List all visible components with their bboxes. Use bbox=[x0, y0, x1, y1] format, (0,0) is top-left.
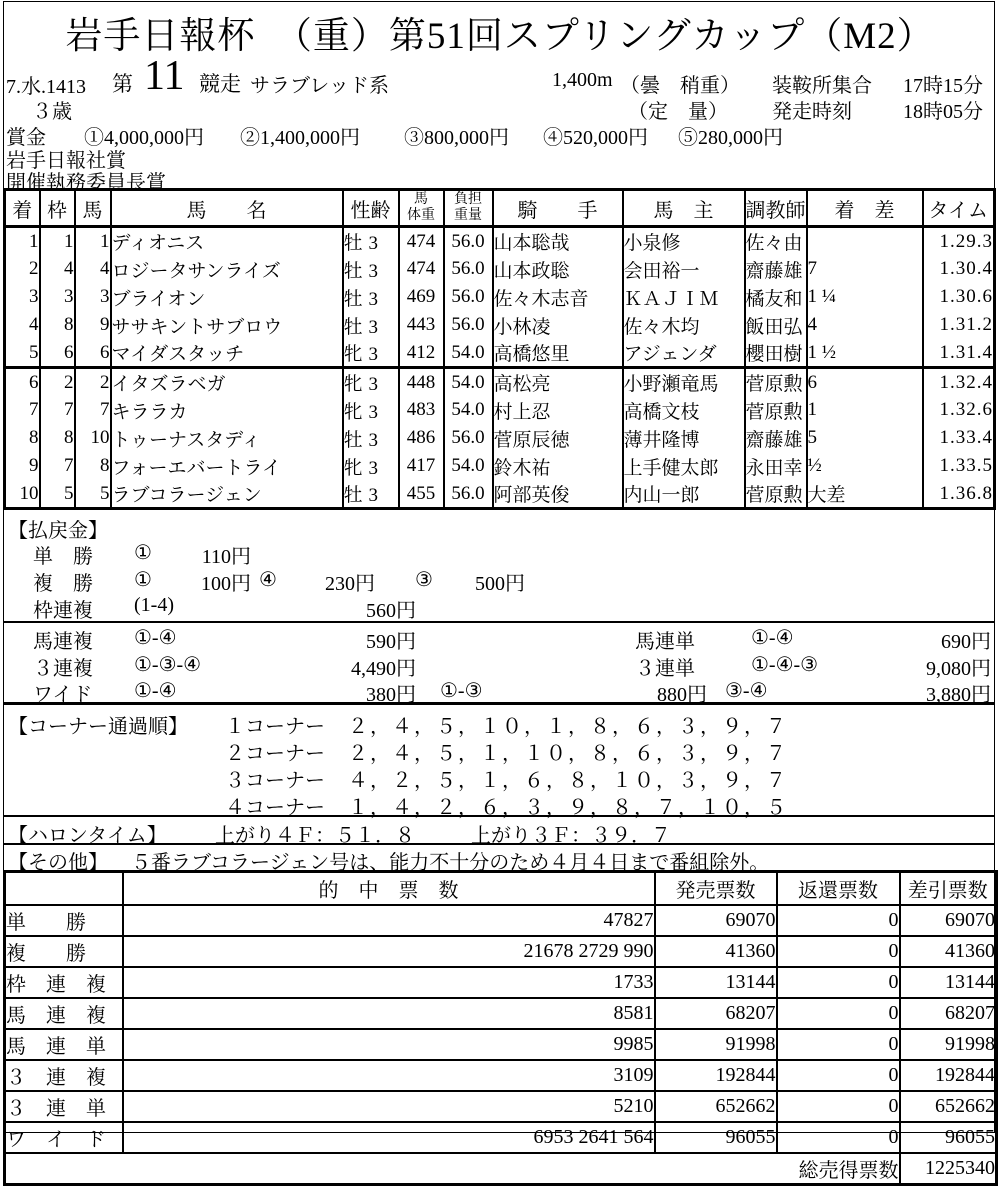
cell-horse-no: 1 bbox=[75, 227, 111, 256]
race-breed: サラブレッド系 bbox=[250, 75, 389, 97]
cell-jockey: 高橋悠里 bbox=[493, 339, 623, 368]
cell-horse-name: イタズラベガ bbox=[111, 368, 343, 397]
cell-owner: 内山一郎 bbox=[623, 480, 745, 509]
cell-jockey: 阿部英俊 bbox=[493, 480, 623, 509]
cell-horse-no: 4 bbox=[75, 255, 111, 283]
votes-header-hits: 的 中 票 数 bbox=[123, 872, 655, 905]
cell-horse-no: 9 bbox=[75, 311, 111, 339]
votes-hits: 9985 bbox=[123, 1029, 655, 1060]
votes-sold: 68207 bbox=[655, 998, 777, 1029]
cell-horse-name: ササキントサブロウ bbox=[111, 311, 343, 339]
prize-2nd: ②1,400,000円 bbox=[240, 127, 360, 149]
result-row bbox=[5, 452, 995, 480]
corner-order-section bbox=[3, 702, 995, 818]
header-jockey: 騎 手 bbox=[493, 190, 623, 227]
payout-exacta-combo: ①-④ bbox=[751, 627, 794, 649]
result-row bbox=[5, 424, 995, 452]
cell-trainer: 菅原勲 bbox=[745, 396, 807, 424]
cell-frame: 7 bbox=[40, 452, 75, 480]
cell-owner: 上手健太郎 bbox=[623, 452, 745, 480]
cell-sex-age: 牝3 bbox=[343, 396, 399, 424]
cell-weight: 417 bbox=[399, 452, 444, 480]
votes-net: 69070 bbox=[900, 905, 997, 936]
cell-time: 1.33.5 bbox=[923, 452, 995, 480]
payout-divider bbox=[3, 621, 995, 623]
cell-load: 56.0 bbox=[444, 424, 493, 452]
header-rank: 着 bbox=[5, 190, 40, 227]
halon-up4f: 上がり４Ｆ：５１．８ bbox=[215, 825, 415, 847]
cell-weight: 443 bbox=[399, 311, 444, 339]
cell-weight: 448 bbox=[399, 368, 444, 397]
race-date-code: 7.水.1413 bbox=[6, 76, 86, 98]
votes-bet-type: ３ 連 複 bbox=[5, 1060, 123, 1091]
payout-quinella-label: 馬連複 bbox=[33, 631, 93, 653]
race-number: 11 bbox=[144, 53, 185, 99]
cell-margin: 1 bbox=[807, 396, 923, 424]
cell-owner: 小野瀬竜馬 bbox=[623, 368, 745, 397]
prize-label: 賞金 bbox=[6, 127, 46, 149]
cell-rank: 6 bbox=[5, 368, 40, 397]
cell-horse-name: トゥーナスタディ bbox=[111, 424, 343, 452]
cell-rank: 10 bbox=[5, 480, 40, 509]
cell-jockey: 小林凌 bbox=[493, 311, 623, 339]
votes-net: 91998 bbox=[900, 1029, 997, 1060]
votes-header-sold: 発売票数 bbox=[655, 872, 777, 905]
total-sales-label: 総売得票数 bbox=[5, 1153, 900, 1185]
payout-place-combo-2: ④ bbox=[259, 569, 277, 591]
corner-section-label: 【コーナー通過順】 bbox=[8, 716, 188, 738]
prize-4th: ④520,000円 bbox=[543, 127, 648, 149]
cell-rank: 4 bbox=[5, 311, 40, 339]
cell-sex-age: 牡3 bbox=[343, 424, 399, 452]
race-no-prefix: 第 bbox=[112, 72, 133, 96]
cell-horse-name: ディオニス bbox=[111, 227, 343, 256]
payout-section bbox=[3, 510, 995, 706]
cell-frame: 4 bbox=[40, 255, 75, 283]
corner-4-order: １，４，２，６，３，９，８，７，１０，５ bbox=[348, 797, 788, 819]
votes-header-blank bbox=[5, 872, 123, 905]
payout-wide-amount-3: 3,880円 bbox=[926, 684, 991, 706]
cell-jockey: 山本政聡 bbox=[493, 255, 623, 283]
votes-hits: 5210 bbox=[123, 1091, 655, 1122]
cell-weight: 483 bbox=[399, 396, 444, 424]
payout-place-combo-1: ① bbox=[134, 569, 152, 591]
cell-horse-no: 3 bbox=[75, 283, 111, 311]
votes-returned: 0 bbox=[777, 936, 900, 967]
cell-frame: 6 bbox=[40, 339, 75, 368]
payout-bracket-quinella-combo: (1-4) bbox=[134, 594, 174, 616]
cell-margin: 5 bbox=[807, 424, 923, 452]
votes-hits: 47827 bbox=[123, 905, 655, 936]
votes-net: 68207 bbox=[900, 998, 997, 1029]
votes-sold: 13144 bbox=[655, 967, 777, 998]
votes-footer-row bbox=[5, 1153, 997, 1185]
cell-sex-age: 牡3 bbox=[343, 480, 399, 509]
cell-trainer: 齋藤雄 bbox=[745, 424, 807, 452]
cell-jockey: 村上忍 bbox=[493, 396, 623, 424]
extra-award-1: 岩手日報社賞 bbox=[6, 150, 126, 172]
prize-5th: ⑤280,000円 bbox=[678, 127, 783, 149]
cell-jockey: 佐々木志音 bbox=[493, 283, 623, 311]
prize-3rd: ③800,000円 bbox=[404, 127, 509, 149]
cell-weight: 486 bbox=[399, 424, 444, 452]
cell-trainer: 菅原勲 bbox=[745, 368, 807, 397]
cell-time: 1.30.4 bbox=[923, 255, 995, 283]
result-row bbox=[5, 480, 995, 509]
cell-sex-age: 牡3 bbox=[343, 311, 399, 339]
results-table bbox=[3, 188, 996, 510]
cell-frame: 5 bbox=[40, 480, 75, 509]
votes-header-returned: 返還票数 bbox=[777, 872, 900, 905]
header-horse-no: 馬 bbox=[75, 190, 111, 227]
payout-trifecta-amount: 9,080円 bbox=[926, 658, 991, 680]
cell-margin: 6 bbox=[807, 368, 923, 397]
payout-bracket-quinella-amount: 560円 bbox=[366, 600, 416, 622]
payout-wide-combo-1: ①-④ bbox=[134, 680, 177, 702]
votes-row bbox=[5, 1029, 997, 1060]
race-distance: 1,400m bbox=[552, 69, 613, 91]
cell-frame: 2 bbox=[40, 368, 75, 397]
cell-margin bbox=[807, 227, 923, 256]
cell-weight: 474 bbox=[399, 227, 444, 256]
cell-horse-no: 8 bbox=[75, 452, 111, 480]
cell-rank: 7 bbox=[5, 396, 40, 424]
cell-time: 1.31.4 bbox=[923, 339, 995, 368]
votes-returned: 0 bbox=[777, 1091, 900, 1122]
cell-owner: 会田裕一 bbox=[623, 255, 745, 283]
halon-up3f: 上がり３Ｆ：３９．７ bbox=[471, 825, 671, 847]
payout-trifecta-label: ３連単 bbox=[635, 658, 695, 680]
cell-trainer: 齋藤雄 bbox=[745, 255, 807, 283]
corner-4-label: ４コーナー bbox=[225, 797, 325, 819]
cell-frame: 3 bbox=[40, 283, 75, 311]
payout-trifecta-combo: ①-④-③ bbox=[751, 654, 819, 676]
result-row bbox=[5, 255, 995, 283]
header-trainer: 調教師 bbox=[745, 190, 807, 227]
votes-bet-type: 馬 連 単 bbox=[5, 1029, 123, 1060]
cell-margin: ½ bbox=[807, 452, 923, 480]
votes-header-row bbox=[5, 872, 997, 905]
cell-trainer: 飯田弘 bbox=[745, 311, 807, 339]
cell-time: 1.31.2 bbox=[923, 311, 995, 339]
votes-bet-type: ３ 連 単 bbox=[5, 1091, 123, 1122]
header-body-weight: 馬 体重 bbox=[399, 190, 444, 227]
header-time: タイム bbox=[923, 190, 995, 227]
start-time: 18時05分 bbox=[903, 101, 983, 123]
cell-load: 54.0 bbox=[444, 452, 493, 480]
header-load-weight: 負担 重量 bbox=[444, 190, 493, 227]
cell-load: 56.0 bbox=[444, 480, 493, 509]
extra-award-2: 開催執務委員長賞 bbox=[6, 172, 166, 194]
corner-1-order: ２，４，５，１０，１，８，６，３，９，７ bbox=[348, 716, 788, 738]
votes-hits: 1733 bbox=[123, 967, 655, 998]
votes-returned: 0 bbox=[777, 905, 900, 936]
payout-wide-label: ワイド bbox=[33, 684, 93, 706]
cell-rank: 8 bbox=[5, 424, 40, 452]
cell-load: 54.0 bbox=[444, 396, 493, 424]
cell-sex-age: 牡3 bbox=[343, 227, 399, 256]
cell-margin: 1 ½ bbox=[807, 339, 923, 368]
cell-trainer: 橘友和 bbox=[745, 283, 807, 311]
cell-rank: 9 bbox=[5, 452, 40, 480]
result-row bbox=[5, 396, 995, 424]
age-class: ３歳 bbox=[32, 101, 72, 123]
cell-weight: 474 bbox=[399, 255, 444, 283]
cell-time: 1.36.8 bbox=[923, 480, 995, 509]
payout-place-amount-2: 230円 bbox=[325, 573, 375, 595]
payout-win-combo: ① bbox=[134, 542, 152, 564]
cell-horse-name: ブライオン bbox=[111, 283, 343, 311]
cell-jockey: 菅原辰徳 bbox=[493, 424, 623, 452]
payout-exacta-label: 馬連単 bbox=[635, 631, 695, 653]
result-row bbox=[5, 368, 995, 397]
cell-horse-no: 6 bbox=[75, 339, 111, 368]
votes-row bbox=[5, 1122, 997, 1153]
cell-load: 54.0 bbox=[444, 339, 493, 368]
header-sex-age: 性齢 bbox=[343, 190, 399, 227]
corner-2-label: ２コーナー bbox=[225, 743, 325, 765]
cell-sex-age: 牡3 bbox=[343, 283, 399, 311]
payout-trio-amount: 4,490円 bbox=[351, 658, 416, 680]
cell-trainer: 菅原勲 bbox=[745, 480, 807, 509]
cell-jockey: 山本聡哉 bbox=[493, 227, 623, 256]
corner-3-label: ３コーナー bbox=[225, 770, 325, 792]
other-notes-section bbox=[3, 843, 995, 872]
payout-place-amount-1: 100円 bbox=[201, 573, 251, 595]
cell-margin: 大差 bbox=[807, 480, 923, 509]
payout-wide-combo-2: ①-③ bbox=[440, 680, 483, 702]
cell-sex-age: 牝3 bbox=[343, 452, 399, 480]
payout-wide-combo-3: ③-④ bbox=[725, 680, 768, 702]
cell-trainer: 佐々由 bbox=[745, 227, 807, 256]
cell-time: 1.29.3 bbox=[923, 227, 995, 256]
result-row bbox=[5, 283, 995, 311]
votes-row bbox=[5, 998, 997, 1029]
halon-section-label: 【ハロンタイム】 bbox=[8, 825, 167, 847]
corner-2-order: ２，４，５，１，１０，８，６，３，９，７ bbox=[348, 743, 788, 765]
weather-track-condition: （曇 稍重） bbox=[620, 75, 740, 97]
cell-rank: 5 bbox=[5, 339, 40, 368]
votes-header-net: 差引票数 bbox=[900, 872, 997, 905]
votes-net: 192844 bbox=[900, 1060, 997, 1091]
payout-quinella-amount: 590円 bbox=[366, 631, 416, 653]
votes-sold: 41360 bbox=[655, 936, 777, 967]
payout-exacta-amount: 690円 bbox=[941, 631, 991, 653]
cell-horse-no: 5 bbox=[75, 480, 111, 509]
cell-margin: 1 ¼ bbox=[807, 283, 923, 311]
payout-trio-combo: ①-③-④ bbox=[134, 654, 202, 676]
votes-bet-type: ワ イ ド bbox=[5, 1122, 123, 1153]
votes-net: 652662 bbox=[900, 1091, 997, 1122]
result-row bbox=[5, 227, 995, 256]
cell-load: 54.0 bbox=[444, 368, 493, 397]
cell-owner: 小泉修 bbox=[623, 227, 745, 256]
votes-hits: 21678 2729 990 bbox=[123, 936, 655, 967]
votes-bet-type: 馬 連 複 bbox=[5, 998, 123, 1029]
start-time-label: 発走時刻 bbox=[772, 101, 852, 123]
cell-horse-name: フォーエバートライ bbox=[111, 452, 343, 480]
payout-wide-amount-1: 380円 bbox=[366, 684, 416, 706]
cell-frame: 1 bbox=[40, 227, 75, 256]
corner-3-order: ４，２，５，１，６，８，１０，３，９，７ bbox=[348, 770, 788, 792]
cell-horse-name: ラブコラージェン bbox=[111, 480, 343, 509]
votes-row bbox=[5, 967, 997, 998]
cell-sex-age: 牝3 bbox=[343, 368, 399, 397]
votes-row bbox=[5, 936, 997, 967]
cell-rank: 2 bbox=[5, 255, 40, 283]
other-note: ５番ラブコラージェン号は、能力不十分のため４月４日まで番組除外。 bbox=[131, 852, 770, 874]
halon-time-section bbox=[3, 815, 995, 845]
cell-horse-no: 7 bbox=[75, 396, 111, 424]
cell-time: 1.33.4 bbox=[923, 424, 995, 452]
cell-sex-age: 牡3 bbox=[343, 255, 399, 283]
cell-load: 56.0 bbox=[444, 283, 493, 311]
votes-sold: 652662 bbox=[655, 1091, 777, 1122]
cell-time: 1.32.6 bbox=[923, 396, 995, 424]
votes-hits: 3109 bbox=[123, 1060, 655, 1091]
cell-frame: 8 bbox=[40, 424, 75, 452]
other-section-label: 【その他】 bbox=[8, 852, 108, 874]
votes-net: 41360 bbox=[900, 936, 997, 967]
cell-margin: 7 bbox=[807, 255, 923, 283]
votes-row bbox=[5, 905, 997, 936]
votes-sold: 192844 bbox=[655, 1060, 777, 1091]
votes-sold: 69070 bbox=[655, 905, 777, 936]
cell-weight: 469 bbox=[399, 283, 444, 311]
payout-section-label: 【払戻金】 bbox=[8, 520, 108, 542]
votes-returned: 0 bbox=[777, 1122, 900, 1153]
result-row bbox=[5, 311, 995, 339]
header-owner: 馬 主 bbox=[623, 190, 745, 227]
cell-owner: 佐々木均 bbox=[623, 311, 745, 339]
payout-bracket-quinella-label: 枠連複 bbox=[33, 600, 93, 622]
cell-weight: 412 bbox=[399, 339, 444, 368]
saddling-time: 17時15分 bbox=[903, 75, 983, 97]
header-margin: 着 差 bbox=[807, 190, 923, 227]
votes-bet-type: 単 勝 bbox=[5, 905, 123, 936]
cell-owner: 薄井隆博 bbox=[623, 424, 745, 452]
cell-trainer: 永田幸 bbox=[745, 452, 807, 480]
vote-counts-table bbox=[3, 870, 998, 1186]
cell-rank: 3 bbox=[5, 283, 40, 311]
prize-1st: ①4,000,000円 bbox=[84, 127, 204, 149]
corner-1-label: １コーナー bbox=[225, 716, 325, 738]
cell-frame: 7 bbox=[40, 396, 75, 424]
header-horse-name: 馬 名 bbox=[111, 190, 343, 227]
cell-margin: 4 bbox=[807, 311, 923, 339]
payout-place-combo-3: ③ bbox=[415, 569, 433, 591]
cell-jockey: 鈴木祐 bbox=[493, 452, 623, 480]
payout-place-amount-3: 500円 bbox=[475, 573, 525, 595]
cell-time: 1.30.6 bbox=[923, 283, 995, 311]
votes-returned: 0 bbox=[777, 1060, 900, 1091]
payout-trio-label: ３連複 bbox=[33, 658, 93, 680]
cell-owner: アジェンダ bbox=[623, 339, 745, 368]
votes-bet-type: 複 勝 bbox=[5, 936, 123, 967]
votes-net: 96055 bbox=[900, 1122, 997, 1153]
cell-horse-name: ロジータサンライズ bbox=[111, 255, 343, 283]
cell-trainer: 櫻田樹 bbox=[745, 339, 807, 368]
votes-sold: 91998 bbox=[655, 1029, 777, 1060]
cell-horse-name: マイダスタッチ bbox=[111, 339, 343, 368]
header-frame: 枠 bbox=[40, 190, 75, 227]
votes-returned: 0 bbox=[777, 998, 900, 1029]
weight-rule: （定 量） bbox=[628, 101, 728, 123]
cell-sex-age: 牝3 bbox=[343, 339, 399, 368]
cell-weight: 455 bbox=[399, 480, 444, 509]
result-row bbox=[5, 339, 995, 368]
cell-horse-no: 2 bbox=[75, 368, 111, 397]
votes-row bbox=[5, 1091, 997, 1122]
cell-horse-name: キララカ bbox=[111, 396, 343, 424]
cell-frame: 8 bbox=[40, 311, 75, 339]
votes-bet-type: 枠 連 複 bbox=[5, 967, 123, 998]
votes-sold: 96055 bbox=[655, 1122, 777, 1153]
payout-wide-amount-2: 880円 bbox=[657, 684, 707, 706]
cell-load: 56.0 bbox=[444, 255, 493, 283]
total-sales-value: 1225340 bbox=[900, 1153, 997, 1185]
cell-jockey: 高松亮 bbox=[493, 368, 623, 397]
cell-owner: 高橋文枝 bbox=[623, 396, 745, 424]
votes-net: 13144 bbox=[900, 967, 997, 998]
cell-time: 1.32.4 bbox=[923, 368, 995, 397]
cell-rank: 1 bbox=[5, 227, 40, 256]
race-no-suffix: 競走 bbox=[199, 72, 241, 96]
votes-hits: 8581 bbox=[123, 998, 655, 1029]
page-title: 岩手日報杯 （重）第51回スプリングカップ（M2） bbox=[65, 16, 935, 57]
cell-owner: ＫＡＪＩＭ bbox=[623, 283, 745, 311]
payout-quinella-combo: ①-④ bbox=[134, 627, 177, 649]
cell-load: 56.0 bbox=[444, 311, 493, 339]
votes-returned: 0 bbox=[777, 1029, 900, 1060]
cell-load: 56.0 bbox=[444, 227, 493, 256]
votes-returned: 0 bbox=[777, 967, 900, 998]
votes-row bbox=[5, 1060, 997, 1091]
payout-place-label: 複 勝 bbox=[33, 573, 93, 595]
results-header-row bbox=[5, 190, 995, 227]
cell-horse-no: 10 bbox=[75, 424, 111, 452]
payout-win-label: 単 勝 bbox=[33, 546, 93, 568]
saddling-label: 装鞍所集合 bbox=[772, 75, 872, 97]
payout-win-amount: 110円 bbox=[201, 546, 251, 568]
votes-hits: 6953 2641 564 bbox=[123, 1122, 655, 1153]
